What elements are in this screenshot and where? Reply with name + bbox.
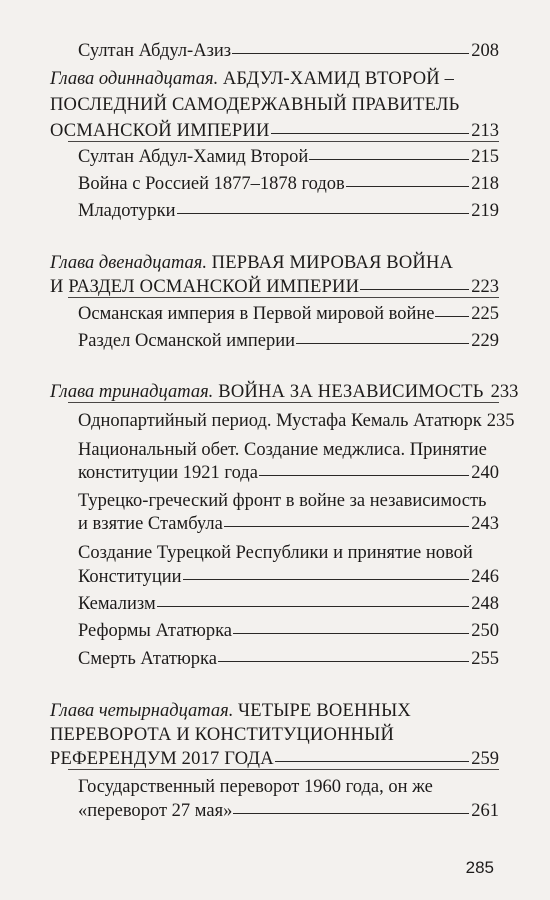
toc-entry (78, 173, 499, 195)
toc-entry-title: Конституции (78, 567, 182, 587)
chapter-prefix: Глава четырнадцатая. (50, 701, 234, 721)
toc-entry-title: и взятие Стамбула (78, 514, 223, 534)
toc-entry-line1: Создание Турецкой Республики и принятие новой (78, 543, 473, 563)
chapter-title-part: АБДУЛ-ХАМИД ВТОРОЙ – (222, 69, 455, 89)
dot-leader (259, 475, 469, 476)
toc-entry-page: 213 (471, 121, 499, 141)
toc-entry-page: 255 (471, 649, 499, 669)
chapter-title-part: ОСМАНСКОЙ ИМПЕРИИ (50, 121, 270, 141)
toc-entry-page: 261 (471, 801, 499, 821)
toc-entry-page: 235 (486, 411, 515, 431)
toc-entry-title: Кемализм (78, 594, 156, 614)
toc-entry-title: конституции 1921 года (78, 463, 258, 483)
dot-leader (233, 633, 469, 634)
divider (68, 769, 499, 770)
toc-entry-page: 259 (471, 749, 499, 769)
toc-entry (78, 800, 499, 822)
toc-entry-page: 248 (471, 594, 499, 614)
divider (68, 402, 499, 403)
dot-leader (183, 579, 470, 580)
chapter-12-heading-line2 (50, 276, 499, 298)
chapter-14-heading-line2: ПЕРЕВОРОТА И КОНСТИТУЦИОННЫЙ (50, 725, 395, 745)
toc-entry (78, 410, 515, 432)
dot-leader (157, 606, 470, 607)
chapter-title-part: ПЕРВАЯ МИРОВАЯ ВОЙНА (211, 253, 454, 273)
toc-entry-title: Младотурки (78, 201, 176, 221)
chapter-title-part: И РАЗДЕЛ ОСМАНСКОЙ ИМПЕРИИ (50, 277, 360, 297)
toc-entry (78, 303, 499, 325)
toc-entry (78, 648, 499, 670)
dot-leader (224, 526, 469, 527)
chapter-prefix: Глава тринадцатая. (50, 382, 214, 402)
dot-leader (232, 53, 469, 54)
toc-entry-page: 218 (471, 174, 499, 194)
toc-entry-page: 243 (471, 514, 499, 534)
toc-entry-title: Реформы Ататюрка (78, 621, 233, 641)
toc-entry-title: «переворот 27 мая» (78, 801, 233, 821)
dot-leader (177, 213, 470, 214)
dot-leader (296, 343, 469, 344)
chapter-prefix: Глава одиннадцатая. (50, 69, 219, 89)
toc-entry (78, 566, 499, 588)
chapter-title-part: ЧЕТЫРЕ ВОЕННЫХ (238, 701, 411, 721)
page-number: 285 (465, 858, 494, 877)
toc-entry (78, 620, 499, 642)
chapter-11-heading-line1 (50, 68, 499, 90)
toc-entry-page: 240 (471, 463, 499, 483)
chapter-14-heading-line1 (50, 700, 499, 722)
dot-leader (435, 316, 469, 317)
divider (68, 297, 499, 298)
divider (68, 141, 499, 142)
dot-leader (346, 186, 469, 187)
toc-entry (78, 513, 499, 535)
toc-entry-page: 208 (471, 41, 499, 61)
toc-entry-title: Султан Абдул-Азиз (78, 41, 232, 61)
toc-entry-page: 246 (471, 567, 499, 587)
toc-entry-title: Султан Абдул-Хамид Второй (78, 147, 309, 167)
chapter-13-heading (50, 381, 519, 403)
toc-entry-title: Смерть Ататюрка (78, 649, 217, 669)
toc-entry-title: Раздел Османской империи (78, 331, 296, 351)
toc-entry-page: 250 (471, 621, 499, 641)
toc-entry-line1: Государственный переворот 1960 года, он же (78, 777, 433, 797)
toc-entry-page: 225 (471, 304, 499, 324)
toc-entry-title: Однопартийный период. Мустафа Кемаль Ататюрк (78, 411, 482, 431)
chapter-title-part: РЕФЕРЕНДУМ 2017 ГОДА (50, 749, 274, 769)
dot-leader (360, 289, 469, 290)
toc-entry (78, 593, 499, 615)
chapter-11-heading-line2: ПОСЛЕДНИЙ САМОДЕРЖАВНЫЙ ПРАВИТЕЛЬ (50, 95, 460, 115)
toc-entry (78, 462, 499, 484)
chapter-11-heading-line3 (50, 120, 499, 142)
toc-entry-line1: Турецко-греческий фронт в войне за независимость (78, 491, 487, 511)
toc-entry-page: 215 (471, 147, 499, 167)
chapter-prefix: Глава двенадцатая. (50, 253, 208, 273)
dot-leader (218, 661, 469, 662)
dot-leader (275, 761, 469, 762)
toc-entry-title: Война с Россией 1877–1878 годов (78, 174, 345, 194)
toc-entry (78, 40, 499, 62)
chapter-14-heading-line3 (50, 748, 499, 770)
toc-entry-title: Османская империя в Первой мировой войне (78, 304, 435, 324)
toc-entry-page: 233 (490, 382, 519, 402)
toc-entry (78, 330, 499, 352)
dot-leader (233, 813, 469, 814)
toc-entry-page: 223 (471, 277, 499, 297)
toc-entry-page: 219 (471, 201, 499, 221)
toc-entry-line1: Национальный обет. Создание меджлиса. Принятие (78, 440, 487, 460)
dot-leader (271, 133, 470, 134)
dot-leader (309, 159, 469, 160)
toc-entry (78, 146, 499, 168)
chapter-title-part: ВОЙНА ЗА НЕЗАВИСИМОСТЬ (218, 382, 484, 402)
chapter-12-heading-line1 (50, 252, 499, 274)
toc-entry (78, 200, 499, 222)
toc-entry-page: 229 (471, 331, 499, 351)
